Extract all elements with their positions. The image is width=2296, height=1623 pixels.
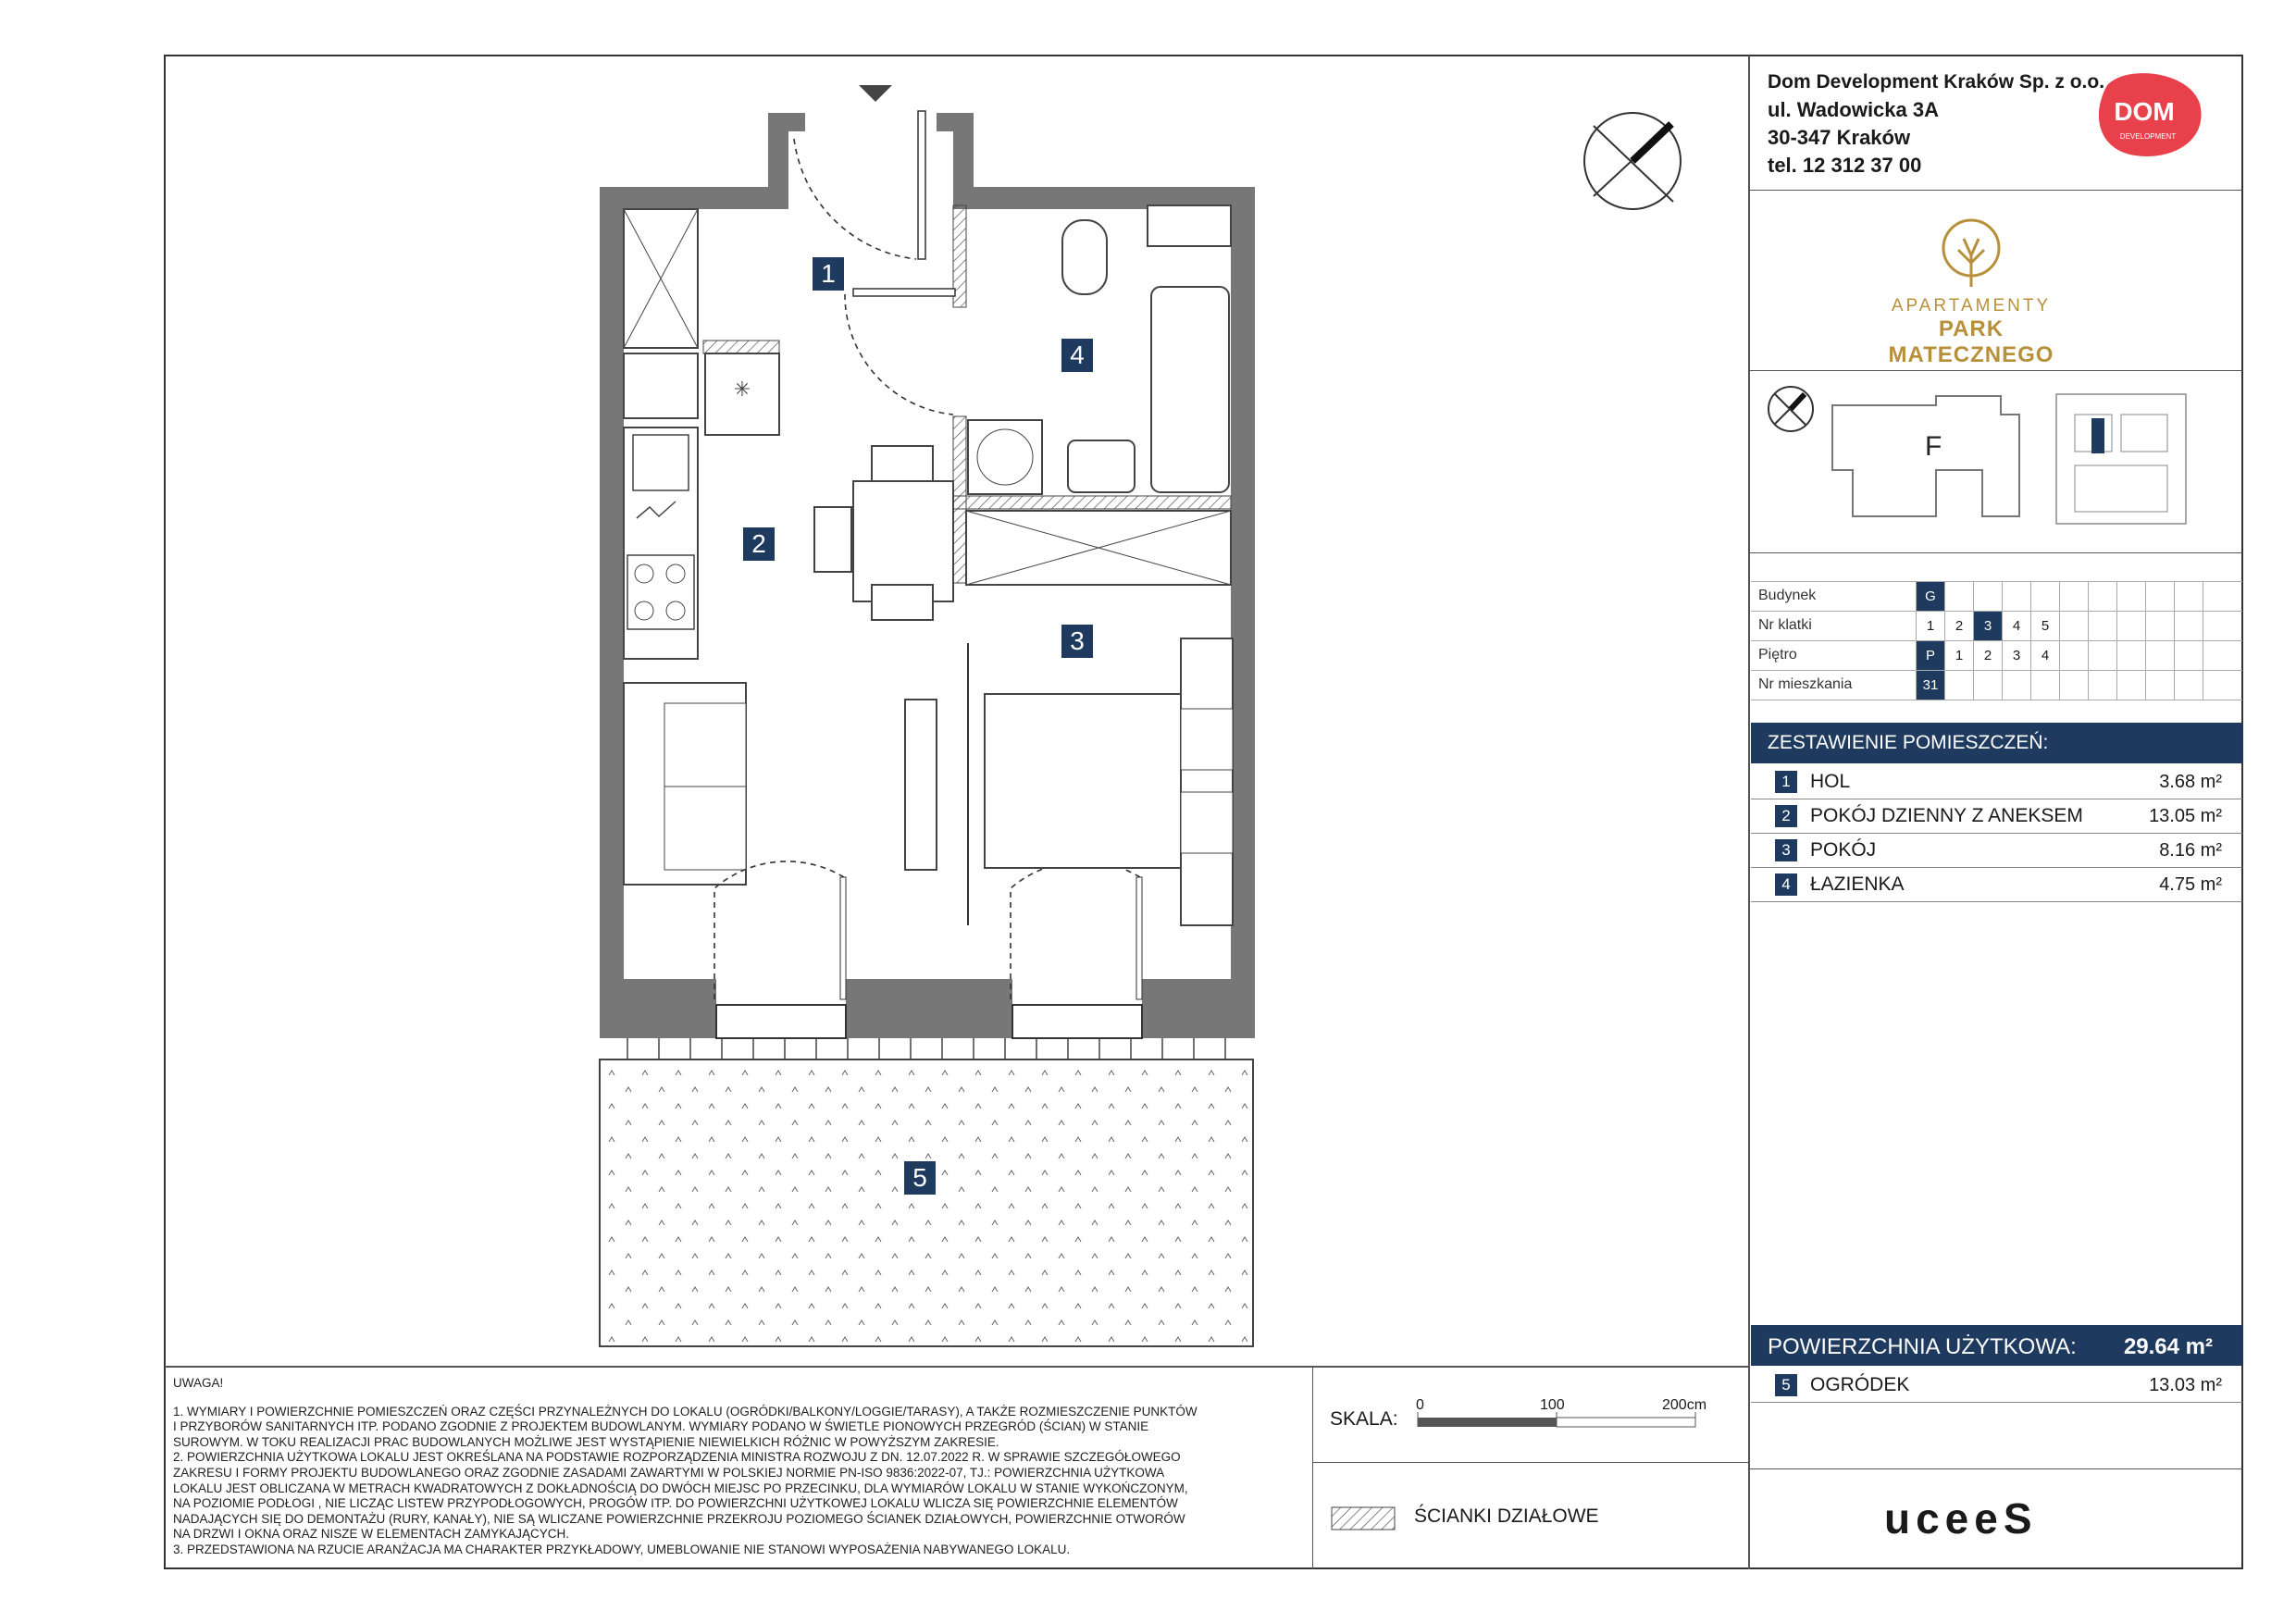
pietro-cell[interactable]: P: [1916, 641, 1944, 670]
cooktop: [627, 555, 694, 629]
tree-emblem-icon: [1934, 217, 2008, 291]
room-area: 8.16 m²: [2159, 840, 2222, 861]
company-info: [1768, 68, 2104, 180]
company-name: Dom Development Kraków Sp. z o.o.: [1768, 71, 2105, 93]
garden-row: [1751, 1369, 2242, 1403]
room-number: 2: [1775, 805, 1797, 827]
sink: [633, 435, 689, 490]
washing-machine: [968, 420, 1042, 494]
panel-divider: [1748, 56, 1750, 1569]
mieszkanie-cell[interactable]: 31: [1916, 671, 1944, 700]
company-street: ul. Wadowicka 3A: [1768, 98, 1940, 121]
total-value: 29.64 m²: [2123, 1334, 2213, 1359]
notes-line: NA DRZWI I OKNA ORAZ NISZE W ELEMENTACH ZAMYKAJĄCYCH.: [173, 1527, 570, 1542]
unit-selector: [1751, 581, 2242, 700]
footer-divider: [165, 1366, 1749, 1368]
dining-table: [853, 481, 953, 601]
company-divider: [1749, 190, 2242, 191]
notes-line: NADAJĄCYCH SIĘ DO DEMONTAŻU (RURY, KANAŁY), NIE SĄ WLICZANE POWIERZCHNIE PRZEKROJU POZIOMEGO ŚCIANEK DZIAŁOWYCH, POWIERZCHNIE OTWORÓW: [173, 1511, 1185, 1526]
toilet: [1062, 220, 1107, 294]
garden-name: OGRÓDEK: [1810, 1374, 1910, 1395]
plan-label-4: 4: [1061, 339, 1093, 372]
pietro-cell[interactable]: 1: [1944, 641, 1973, 670]
plan-label-5: 5: [904, 1161, 936, 1195]
pietro-cell[interactable]: 4: [2030, 641, 2059, 670]
wardrobe: [905, 700, 937, 870]
notes: [173, 1376, 1279, 1558]
brand-line1: APARTAMENTY: [1891, 296, 2052, 316]
company-city: 30-347 Kraków: [1768, 126, 1911, 149]
total-label: POWIERZCHNIA UŻYTKOWA:: [1768, 1334, 2077, 1359]
room-name: HOL: [1810, 771, 1851, 792]
wall-bottom-1: [600, 979, 716, 1038]
total-area-bar: [1751, 1325, 2242, 1366]
room-row: [1751, 868, 2242, 902]
brand-line2: PARK MATECZNEGO: [1888, 316, 2054, 367]
dom-development-logo: [2089, 67, 2207, 159]
wall-right: [1231, 187, 1255, 1038]
room-name: ŁAZIENKA: [1810, 873, 1905, 895]
plan-label-1: 1: [813, 257, 844, 291]
notes-line: SUROWYM. W TOKU REALIZACJI PRAC BUDOWLANYCH MOŻLIWE JEST WYSTĄPIENIE NIEWIELKICH RÓŻNIC W POWYŻSZYM ZAKRESIE.: [173, 1434, 999, 1449]
budynek-label: Budynek: [1758, 588, 1817, 603]
plan-label-3: 3: [1061, 625, 1093, 658]
mieszkanie-label: Nr mieszkania: [1758, 676, 1853, 692]
wall-bottom-2: [846, 979, 1012, 1038]
company-phone: tel. 12 312 37 00: [1768, 154, 1922, 177]
uceeS-logo: uceeS: [1884, 1494, 2038, 1542]
klatka-cell[interactable]: 2: [1944, 612, 1973, 640]
klatka-cell[interactable]: 3: [1973, 612, 2002, 640]
room-name: POKÓJ DZIENNY Z ANEKSEM: [1810, 805, 2083, 826]
notes-title: UWAGA!: [173, 1376, 224, 1390]
klatka-cell[interactable]: 4: [2002, 612, 2030, 640]
scale-divider: [1312, 1462, 1749, 1463]
siteplan-divider: [1749, 552, 2242, 553]
window-1: [716, 1005, 846, 1038]
room-name: POKÓJ: [1810, 839, 1877, 861]
wall-bottom-3: [1142, 979, 1255, 1038]
bed: [985, 694, 1181, 868]
scale-label: SKALA:: [1330, 1408, 1398, 1430]
washbasin: [1068, 440, 1135, 492]
room-row: [1751, 799, 2242, 834]
scale-tick-200: 200cm: [1662, 1397, 1707, 1413]
garden-area: [600, 1059, 1253, 1346]
svg-text:F: F: [1925, 431, 1942, 462]
notes-line: 3. PRZEDSTAWIONA NA RZUCIE ARANŻACJA MA CHARAKTER PRZYKŁADOWY, UMEBLOWANIE NIE STANOWI WYPOSAŻENIA NABYWANEGO LOKALU.: [173, 1542, 1071, 1556]
room-area: 13.05 m²: [2149, 806, 2222, 826]
klatka-cell[interactable]: 1: [1916, 612, 1944, 640]
garden-area: 13.03 m²: [2149, 1375, 2222, 1395]
brand-block: [1869, 211, 2073, 367]
wall-left: [600, 187, 624, 1038]
budynek-cell[interactable]: G: [1916, 582, 1944, 611]
room-number: 1: [1775, 771, 1797, 793]
cabinet: [624, 353, 698, 418]
legend-label: ŚCIANKI DZIAŁOWE: [1414, 1505, 1599, 1527]
garden-number: 5: [1775, 1374, 1797, 1396]
svg-text:DEVELOPMENT: DEVELOPMENT: [2119, 132, 2177, 141]
svg-text:✳: ✳: [733, 378, 751, 401]
svg-text:DOM: DOM: [2114, 97, 2175, 126]
notes-line: 2. POWIERZCHNIA UŻYTKOWA LOKALU JEST OKREŚLANA NA PODSTAWIE ROZPORZĄDZENIA MINISTRA ROZWOJU Z DN. 12.07.2022 R. W SPRAWIE SZCZEGÓŁOWEGO: [173, 1450, 1181, 1465]
pietro-cell[interactable]: 2: [1973, 641, 2002, 670]
notes-line: LOKALU JEST OBLICZANA W METRACH KWADRATOWYCH Z DOKŁADNOŚCIĄ DO DWÓCH MIEJSC PO PRZECINKU, DLA WYMIARÓW LOKALU W STANIE WYKOŃCZONYM,: [173, 1481, 1188, 1495]
rooms-header: ZESTAWIENIE POMIESZCZEŃ:: [1751, 723, 2242, 763]
window-2: [1012, 1005, 1142, 1038]
room-area: 3.68 m²: [2159, 772, 2222, 792]
notes-line: I PRZYBORÓW SANITARNYCH ITP. PODANO ZGODNIE Z PROJEKTEM BUDOWLANYM. WYMIARY PODANO W ŚWIETLE PIONOWYCH PRZEGRÓD (ŚCIAN) W STANIE: [173, 1419, 1149, 1434]
total-divider: [1749, 1468, 2242, 1469]
notes-divider: [1312, 1367, 1313, 1569]
site-plan: [1751, 378, 2242, 550]
room-number: 4: [1775, 873, 1797, 896]
bathtub: [1151, 287, 1229, 492]
brand-divider: [1749, 370, 2242, 371]
klatka-label: Nr klatki: [1758, 617, 1812, 633]
plan-label-2: 2: [743, 527, 775, 561]
notes-line: ZAKRESU I FORMY PROJEKTU BUDOWLANEGO ORAZ ZGODNIE ZASADAMI ZAWARTYMI W POLSKIEJ NORMIE PN-ISO 9836:2022-07, TJ.: POWIERZCHNIA UŻYTKOWA: [173, 1465, 1165, 1480]
hatch-legend-icon: [1331, 1506, 1396, 1530]
room-row: [1751, 834, 2242, 868]
floor-plan: [166, 56, 1748, 1365]
room-number: 3: [1775, 839, 1797, 861]
room-area: 4.75 m²: [2159, 874, 2222, 895]
room-row: [1751, 765, 2242, 799]
scale-tick-0: 0: [1416, 1397, 1424, 1413]
pietro-label: Piętro: [1758, 647, 1797, 663]
notes-line: NA POZIOMIE PODŁOGI , NIE LICZĄC LISTEW PRZYPODŁOGOWYCH, PROGÓW ITP. DO POWIERZCHNI UŻYTKOWEJ LOKALU WLICZA SIĘ POWIERZCHNIE ELEMENTÓW: [173, 1496, 1178, 1511]
notes-line: 1. WYMIARY I POWIERZCHNIE POMIESZCZEŃ ORAZ CZĘŚCI PRZYNALEŻNYCH DO LOKALU (OGRÓDKI/BALKONY/LOGGIE/TARASY), A TAKŻE ROZMIESZCZENIE PUNKTÓW: [173, 1404, 1198, 1419]
klatka-cell[interactable]: 5: [2030, 612, 2059, 640]
pietro-cell[interactable]: 3: [2002, 641, 2030, 670]
scale-tick-100: 100: [1540, 1397, 1565, 1413]
wall-top-left: [600, 187, 785, 209]
